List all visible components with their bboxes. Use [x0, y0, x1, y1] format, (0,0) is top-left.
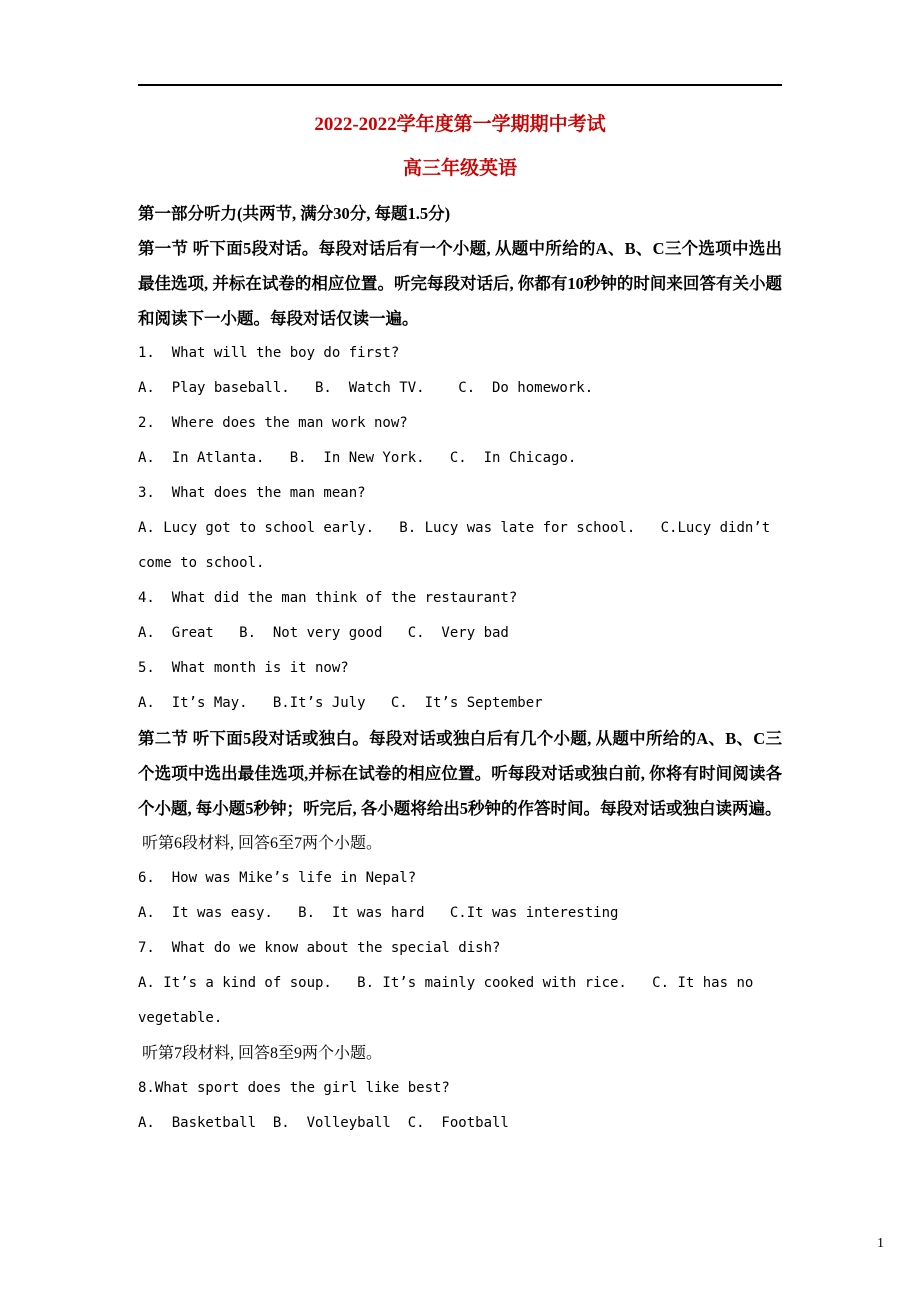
question-5: 5. What month is it now? — [138, 660, 349, 676]
top-rule-divider — [138, 84, 782, 86]
options-4: A. Great B. Not very good C. Very bad — [138, 625, 509, 641]
options-8: A. Basketball B. Volleyball C. Football — [138, 1115, 509, 1131]
question-2: 2. Where does the man work now? — [138, 415, 408, 431]
question-3: 3. What does the man mean? — [138, 485, 366, 501]
options-2: A. In Atlanta. B. In New York. C. In Chicago. — [138, 450, 577, 466]
material-7-prompt: 听第7段材料, 回答8至9两个小题。 — [138, 1045, 383, 1062]
options-7: A. It’s a kind of soup. B. It’s mainly cooked with rice. C. It has no vegetable. — [138, 975, 762, 1026]
material-6-prompt: 听第6段材料, 回答6至7两个小题。 — [138, 835, 383, 852]
instructions-section2: 第二节 听下面5段对话或独白。每段对话或独白后有几个小题, 从题中所给的A、B、C三个选项中选出最佳选项,并标在试卷的相应位置。听每段对话或独白前, 你将有时间阅读各个小题, 每小题5秒钟；听完后, 各小题将给出5秒钟的作答时间。每段对话或独白读两遍。 — [138, 729, 782, 818]
options-6: A. It was easy. B. It was hard C.It was interesting — [138, 905, 619, 921]
options-1: A. Play baseball. B. Watch TV. C. Do homework. — [138, 380, 594, 396]
question-6: 6. How was Mike’s life in Nepal? — [138, 870, 417, 886]
question-8: 8.What sport does the girl like best? — [138, 1080, 450, 1096]
section-heading-part1: 第一部分听力(共两节, 满分30分, 每题1.5分) — [138, 204, 451, 223]
options-3: A. Lucy got to school early. B. Lucy was late for school. C.Lucy didn’t come to school. — [138, 520, 779, 571]
page-number: 1 — [877, 1236, 884, 1251]
exam-content — [138, 84, 782, 1141]
exam-title: 2022-2022学年度第一学期期中考试 — [314, 114, 606, 135]
instructions-section1: 第一节 听下面5段对话。每段对话后有一个小题, 从题中所给的A、B、C三个选项中选出最佳选项, 并标在试卷的相应位置。听完每段对话后, 你都有10秒钟的时间来回答有关小题和阅读下一小题。每段对话仅读一遍。 — [138, 239, 782, 328]
question-7: 7. What do we know about the special dish? — [138, 940, 501, 956]
question-4: 4. What did the man think of the restaurant? — [138, 590, 518, 606]
exam-body — [138, 196, 782, 1141]
exam-subtitle: 高三年级英语 — [402, 158, 517, 179]
question-1: 1. What will the boy do first? — [138, 345, 400, 361]
options-5: A. It’s May. B.It’s July C. It’s September — [138, 695, 543, 711]
